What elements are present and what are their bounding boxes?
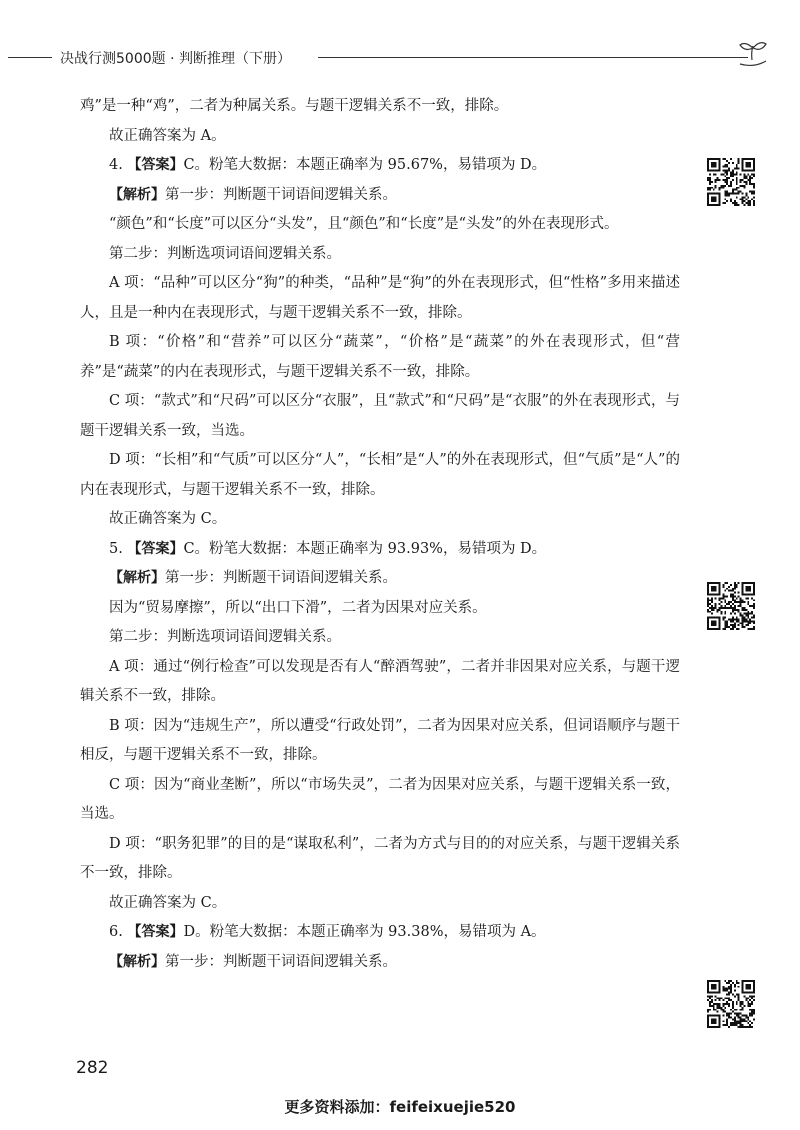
- paragraph-text: D 项：“长相”和“气质”可以区分“人”，“长相”是“人”的外在表现形式，但“气质”是“人”的内在表现形式，与题干逻辑关系不一致，排除。: [80, 452, 680, 498]
- header-title: 决战行测5000题 · 判断推理（下册）: [60, 51, 291, 67]
- text-paragraph: [80, 653, 680, 712]
- text-paragraph: [80, 328, 680, 387]
- text-paragraph: [80, 210, 680, 240]
- paragraph-text: 第一步：判断题干词语间逻辑关系。: [165, 570, 397, 586]
- paragraph-text: C。粉笔大数据：本题正确率为 95.67%，易错项为 D。: [183, 157, 547, 173]
- answer-line: [80, 151, 680, 181]
- section-tag: 【答案】: [127, 540, 184, 557]
- text-paragraph: [80, 240, 680, 270]
- section-tag: 【答案】: [127, 924, 184, 940]
- answer-explanations: [80, 92, 680, 977]
- analysis-line: [80, 564, 680, 594]
- text-paragraph: [80, 122, 680, 152]
- paragraph-text: 因为“贸易摩擦”，所以“出口下滑”，二者为因果对应关系。: [109, 599, 487, 616]
- paragraph-text: 鸡”是一种“鸡”，二者为种属关系。与题干逻辑关系不一致，排除。: [80, 98, 509, 114]
- text-paragraph: [80, 92, 680, 122]
- paragraph-text: C 项：因为“商业垄断”，所以“市场失灵”，二者为因果对应关系，与题干逻辑关系一致，当选。: [80, 776, 680, 822]
- section-tag: 【解析】: [109, 186, 165, 203]
- paragraph-text: 第二步：判断选项词语间逻辑关系。: [109, 245, 341, 262]
- text-paragraph: [80, 623, 680, 653]
- text-paragraph: [80, 830, 680, 889]
- paragraph-text: C。粉笔大数据：本题正确率为 93.93%，易错项为 D。: [183, 540, 547, 557]
- text-paragraph: [80, 446, 680, 505]
- sprout-icon: [736, 38, 772, 68]
- header-rule-right: [318, 57, 748, 58]
- paragraph-text: B 项：“价格”和“营养”可以区分“蔬菜”，“价格”是“蔬菜”的外在表现形式，但“营养”是“蔬菜”的内在表现形式，与题干逻辑关系不一致，排除。: [80, 334, 680, 380]
- qr-code-icon[interactable]: [707, 980, 755, 1028]
- paragraph-text: B 项：因为“违规生产”，所以遭受“行政处罚”，二者为因果对应关系，但词语顺序与题干相反，与题干逻辑关系不一致，排除。: [80, 717, 680, 763]
- footer-note: 更多资料添加：feifeixuejie520: [284, 1098, 516, 1116]
- paragraph-text: 第一步：判断题干词语间逻辑关系。: [165, 186, 397, 203]
- paragraph-text: 故正确答案为 C。: [109, 511, 227, 527]
- paragraph-text: A 项：通过“例行检查”可以发现是否有人“醉酒驾驶”，二者并非因果对应关系，与题干逻辑关系不一致，排除。: [80, 658, 680, 704]
- section-tag: 【答案】: [127, 157, 184, 173]
- answer-line: [80, 535, 680, 565]
- qr-code-icon[interactable]: [707, 582, 755, 630]
- section-tag: 【解析】: [109, 953, 165, 970]
- qr-code-icon[interactable]: [707, 158, 755, 206]
- paragraph-text: D 项：“职务犯罪”的目的是“谋取私利”，二者为方式与目的的对应关系，与题干逻辑关系不一致，排除。: [80, 835, 680, 881]
- analysis-line: [80, 181, 680, 211]
- text-paragraph: [80, 269, 680, 328]
- paragraph-text: D。粉笔大数据：本题正确率为 93.38%，易错项为 A。: [183, 924, 546, 940]
- paragraph-text: C 项：“款式”和“尺码”可以区分“衣服”，且“款式”和“尺码”是“衣服”的外在表现形式，与题干逻辑关系一致，当选。: [80, 393, 680, 439]
- text-paragraph: [80, 712, 680, 771]
- question-number: 4.: [109, 157, 128, 173]
- text-paragraph: [80, 387, 680, 446]
- paragraph-text: “颜色”和“长度”可以区分“头发”，且“颜色”和“长度”是“头发”的外在表现形式。: [109, 216, 619, 232]
- text-paragraph: [80, 889, 680, 919]
- section-tag: 【解析】: [109, 570, 165, 586]
- text-paragraph: [80, 505, 680, 535]
- page-number: 282: [76, 1058, 109, 1078]
- paragraph-text: 故正确答案为 C。: [109, 894, 227, 911]
- paragraph-text: 第一步：判断题干词语间逻辑关系。: [165, 953, 397, 970]
- text-paragraph: [80, 771, 680, 830]
- paragraph-text: 故正确答案为 A。: [109, 127, 226, 144]
- header-rule-left: [8, 57, 52, 58]
- text-paragraph: [80, 594, 680, 624]
- question-number: 5.: [109, 540, 128, 557]
- question-number: 6.: [109, 924, 128, 940]
- running-header: [0, 38, 800, 74]
- paragraph-text: A 项：“品种”可以区分“狗”的种类，“品种”是“狗”的外在表现形式，但“性格”多用来描述人，且是一种内在表现形式，与题干逻辑关系不一致，排除。: [80, 275, 680, 321]
- answer-line: [80, 918, 680, 948]
- analysis-line: [80, 948, 680, 978]
- paragraph-text: 第二步：判断选项词语间逻辑关系。: [109, 629, 341, 645]
